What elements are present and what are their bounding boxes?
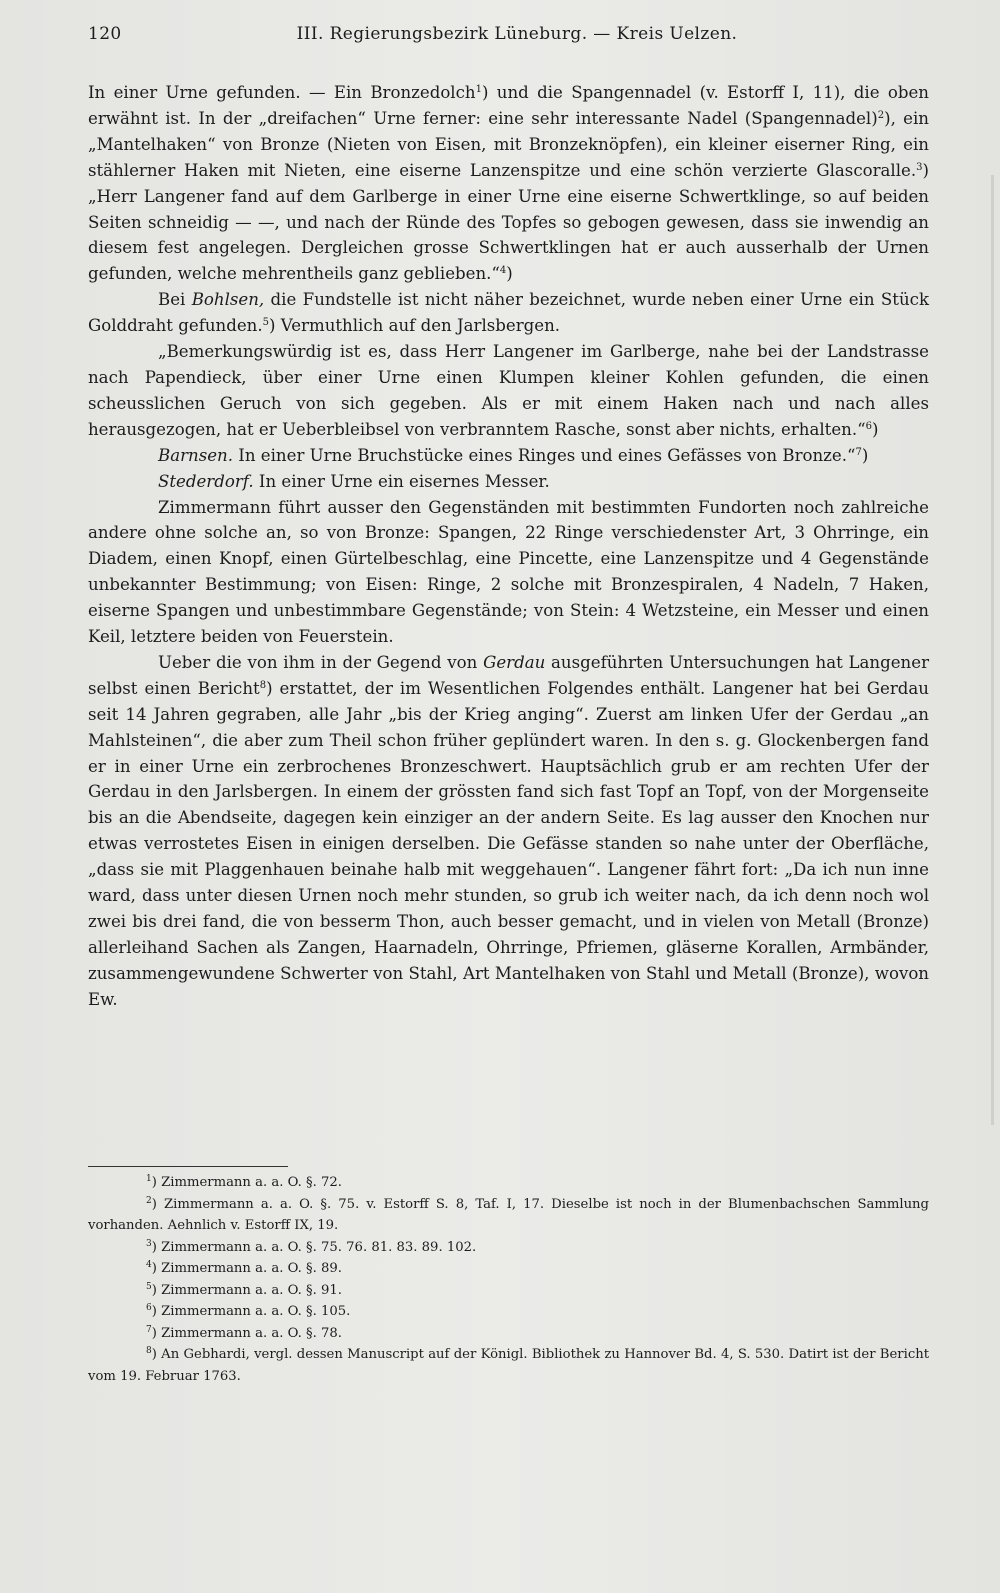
place-name: Bohlsen, — [191, 290, 265, 310]
footnote-7: $^7$) Zimmermann a. a. O. §. 78. — [146, 1324, 342, 1341]
footnote-ref-6[interactable]: 6 — [865, 420, 872, 432]
main-text — [88, 80, 929, 1013]
footnote-ref-4[interactable]: 4 — [499, 265, 507, 277]
footnote-4: $^4$) Zimmermann a. a. O. §. 89. — [146, 1260, 342, 1276]
running-head: III. Regierungsbezirk Lüneburg. — Kreis Uelzen. — [296, 24, 738, 44]
footnote-ref-8[interactable]: 8 — [259, 679, 267, 691]
footnote-ref-5[interactable]: 5 — [262, 317, 269, 329]
place-name: Barnsen. — [158, 445, 234, 465]
footnote-ref-3[interactable]: 3 — [916, 161, 923, 173]
place-name: Gerdau — [483, 652, 546, 672]
page-header — [88, 24, 928, 52]
paragraph-4: Barnsen. In einer Urne Bruchstücke eines Ringes und eines Gefässes von Bronze.“$^7$) — [158, 445, 869, 465]
footnote-8: $^8$) An Gebhardi, vergl. dessen Manuscript auf der Königl. Bibliothek zu Hannover Bd. 4, S. 530. Datirt ist der Bericht vom 19. Februar 1763. — [88, 1346, 929, 1384]
paragraph-2: Bei Bohlsen, die Fundstelle ist nicht näher bezeichnet, wurde neben einer Urne ein Stück Golddraht gefunden.$^5$) Vermuthlich auf den Jarlsbergen. — [88, 290, 929, 336]
footnote-2: $^2$) Zimmermann a. a. O. §. 75. v. Estorff S. 8, Taf. I, 17. Dieselbe ist noch in der Blumenbachschen Sammlung vorhanden. Aehnlich v. Estorff IX, 19. — [88, 1195, 929, 1233]
paragraph-5: Stederdorf. In einer Urne ein eisernes Messer. — [158, 471, 550, 491]
footnote-5: $^5$) Zimmermann a. a. O. §. 91. — [146, 1281, 342, 1298]
footnote-list — [88, 1172, 929, 1387]
paragraph-6: Zimmermann führt ausser den Gegenständen mit bestimmten Fundorten noch zahlreiche andere ohne solche an, so von Bronze: Spangen, 22 Ringe verschiedenster Art, 3 Ohrringe, ein Diadem, einen Knopf, einen Gürtelbeschlag, eine Pincette, eine Lanzenspitze und 4 Gegenstände unbekannter Bestimmung; von Eisen: Ringe, 2 solche mit Bronzespiralen, 4 Nadeln, 7 Haken, eiserne Spangen und unbestimmbare Gegenstände; von Stein: 4 Wetzsteine, ein Messer und einen Keil, letztere beiden von Feuerstein. — [88, 497, 929, 647]
footnote-divider — [88, 1166, 288, 1167]
place-name: Stederdorf. — [158, 471, 254, 491]
footnote-ref-2[interactable]: 2 — [877, 109, 885, 121]
paragraph-7: Ueber die von ihm in der Gegend von Gerdau ausgeführten Untersuchungen hat Langener selbst einen Bericht$^8$) erstattet, der im Wesentlichen Folgendes enthält. Langener hat bei Gerdau seit 14 Jahren gegraben, alle Jahr „bis der Krieg anging“. Zuerst am linken Ufer der Gerdau „an Mahlsteinen“, die aber zum Theil schon früher geplündert waren. In den s. g. Glockenbergen fand er in einer Urne ein zerbrochenes Bronzeschwert. Hauptsächlich grub er am rechten Ufer der Gerdau in den Jarlsbergen. In einem der grössten fand sich fast Topf an Topf, von der Morgenseite bis an die Abendseite, dagegen kein einziger an der andern Seite. Es lag ausser den Knochen nur etwas verrostetes Eisen in einigen derselben. Die Gefässe standen so nahe unter der Oberfläche, „dass sie mit Plaggenhauen beinahe halb mit weggehauen“. Langener fährt fort: „Da ich nun inne ward, dass unter diesen Urnen noch mehr stunden, so grub ich weiter nach, da ich denn noch wol zwei bis drei fand, die von besserm Thon, auch besser gemacht, und in vielen von Metall (Bronze) allerleihand Sachen als Zangen, Haarnadeln, Ohrringe, Pfriemen, gläserne Korallen, Armbänder, zusammengewundene Schwerter von Stahl, Art Mantelhaken von Stahl und Metall (Bronze), wovon Ew. — [88, 652, 929, 1009]
paragraph-3: „Bemerkungswürdig ist es, dass Herr Langener im Garlberge, nahe bei der Landstrasse nach Papendieck, über einer Urne einen Klumpen kleiner Kohlen gefunden, die einen scheusslichen Geruch von sich gegeben. Als er mit einem Haken nach und nach alles herausgezogen, hat er Ueberbleibsel von verbranntem Rasche, sonst aber nichts, erhalten.“$^6$) — [88, 342, 929, 439]
paragraph-1: In einer Urne gefunden. — Ein Bronzedolch$^1$) und die Spangennadel (v. Estorff I, 11), die oben erwähnt ist. In der „dreifachen“ Urne ferner: eine sehr interessante Nadel (Spangennadel)$^2$), ein „Mantelhaken“ von Bronze (Nieten von Eisen, mit Bronzeknöpfen), ein kleiner eiserner Ring, ein stählerner Haken mit Nieten, eine eiserne Lanzenspitze und eine schön verzierte Glascoralle.$^3$) „Herr Langener fand auf dem Garlberge in einer Urne eine eiserne Schwertklinge, so auf beiden Seiten schneidig — —, und nach der Ründe des Topfes so gebogen gewesen, dass sie inwendig an diesem fest angelegen. Dergleichen grosse Schwertklingen hat er auch ausserhalb der Urnen gefunden, welche mehrentheils ganz geblieben.“$^4$) — [88, 83, 929, 284]
page-number: 120 — [88, 24, 122, 44]
footnote-6: $^6$) Zimmermann a. a. O. §. 105. — [146, 1303, 351, 1319]
footnote-ref-7[interactable]: 7 — [855, 446, 862, 458]
footnote-1: $^1$) Zimmermann a. a. O. §. 72. — [146, 1174, 342, 1190]
footnote-3: $^3$) Zimmermann a. a. O. §. 75. 76. 81. 83. 89. 102. — [146, 1238, 477, 1255]
footnote-ref-1[interactable]: 1 — [475, 84, 482, 95]
page-edge-shadow — [991, 175, 994, 1125]
